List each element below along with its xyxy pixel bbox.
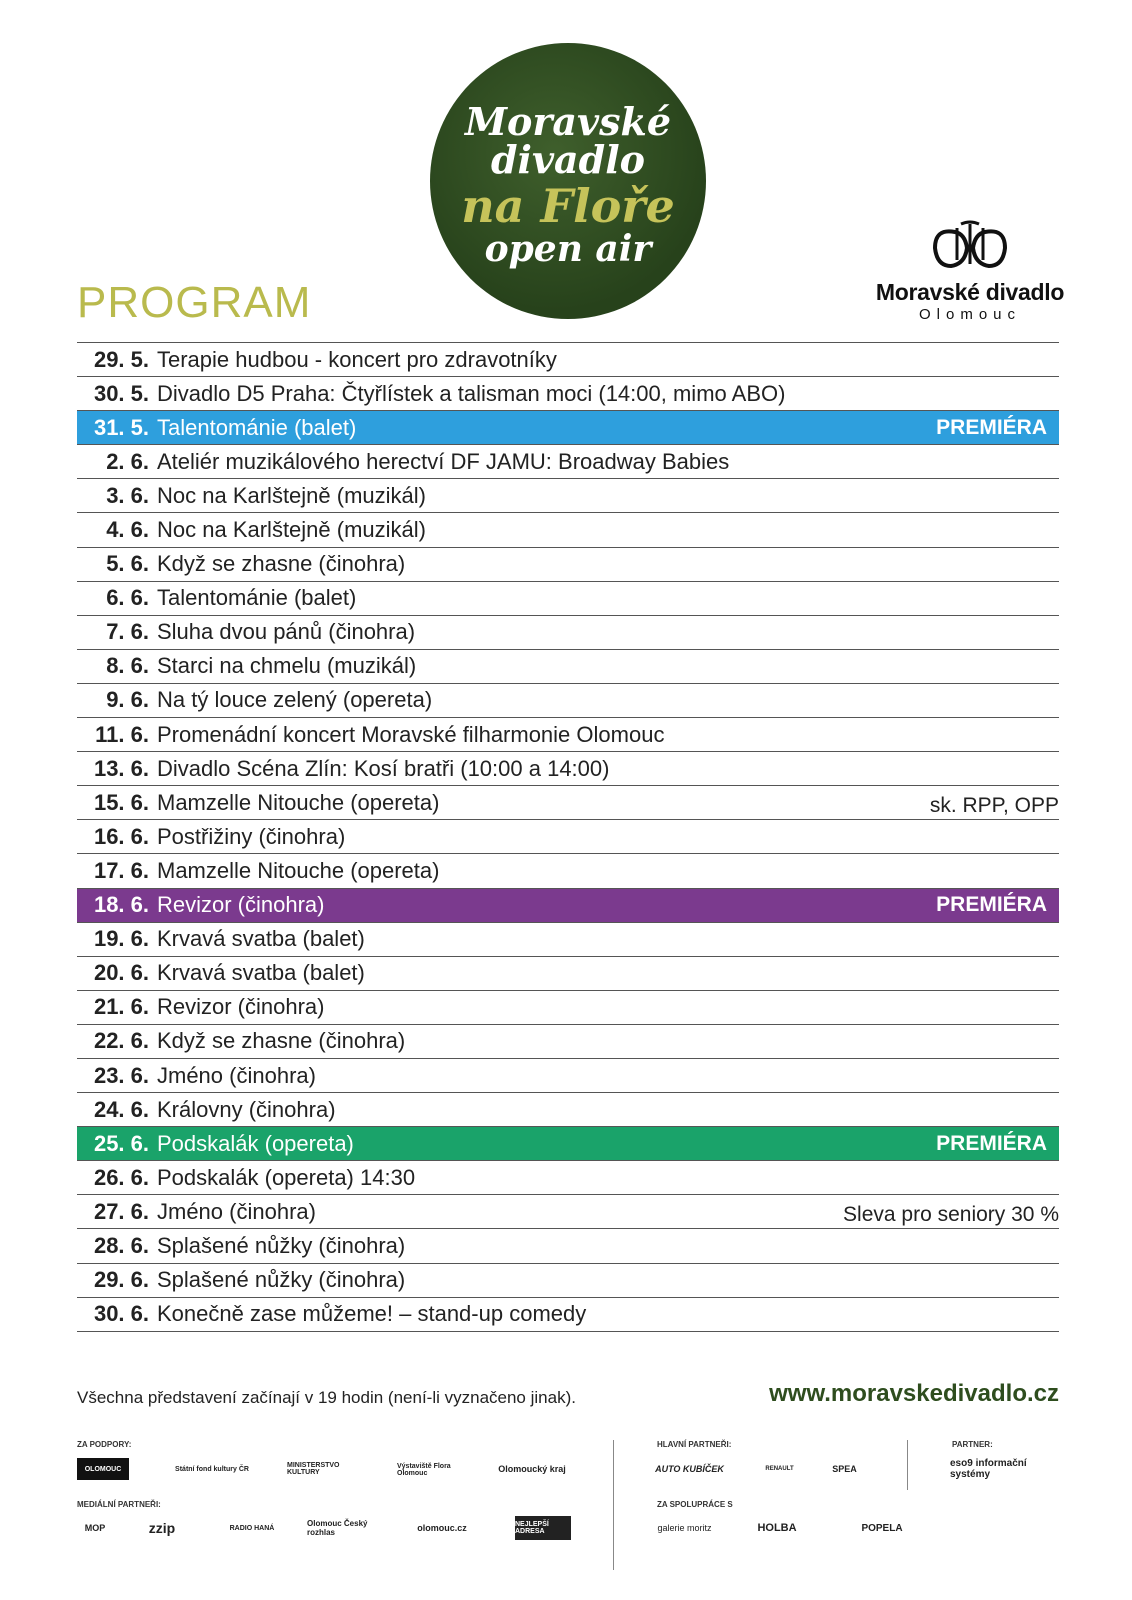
schedule-row xyxy=(77,582,1059,616)
theatre-name: Moravské divadlo xyxy=(875,279,1065,305)
schedule-title: Terapie hudbou - koncert pro zdravotníky xyxy=(157,346,557,372)
schedule-row xyxy=(77,377,1059,411)
schedule-date: 27. 6. xyxy=(93,1198,149,1224)
schedule-row xyxy=(77,1059,1059,1093)
schedule-row xyxy=(77,957,1059,991)
media-partners-label: MEDIÁLNÍ PARTNEŘI: xyxy=(77,1500,161,1509)
schedule-date: 21. 6. xyxy=(93,994,149,1020)
schedule-date: 29. 6. xyxy=(93,1267,149,1293)
schedule-row xyxy=(77,991,1059,1025)
sponsor-auto-kubicek-logo: AUTO KUBÍČEK xyxy=(655,1464,724,1474)
schedule-date: 22. 6. xyxy=(93,1028,149,1054)
schedule-date: 9. 6. xyxy=(106,687,149,713)
schedule-title: Sluha dvou pánů (činohra) xyxy=(157,619,416,645)
premiere-badge: PREMIÉRA xyxy=(936,415,1047,439)
festival-logo xyxy=(430,43,706,319)
schedule-row xyxy=(77,1264,1059,1298)
schedule-title: Krvavá svatba (balet) xyxy=(157,926,365,952)
schedule-row xyxy=(77,343,1059,377)
sponsor-divider-2 xyxy=(907,1440,908,1490)
schedule-title: Královny (činohra) xyxy=(157,1096,336,1122)
schedule-row xyxy=(77,923,1059,957)
media-olomouc-cz-logo: olomouc.cz xyxy=(417,1523,467,1533)
media-olomouc-rozhlas-logo: Olomouc Český rozhlas xyxy=(307,1519,368,1537)
schedule-date: 2. 6. xyxy=(106,448,149,474)
schedule-date: 18. 6. xyxy=(93,892,149,918)
schedule-row xyxy=(77,854,1059,888)
footnote: Všechna představení začínají v 19 hodin (není-li vyznačeno jinak). xyxy=(77,1388,576,1407)
media-mop-logo: MOP xyxy=(84,1523,106,1533)
schedule-row xyxy=(77,684,1059,718)
sponsor-ministry-logo: MINISTERSTVO KULTURY xyxy=(287,1462,340,1476)
schedule-date: 20. 6. xyxy=(93,960,149,986)
logo-line-na-flore: na Floře xyxy=(461,179,675,233)
program-schedule xyxy=(77,342,1059,1332)
sponsor-olomoucky-kraj-logo: Olomoucký kraj xyxy=(498,1464,566,1474)
schedule-title: Mamzelle Nitouche (opereta) xyxy=(157,789,440,815)
schedule-title: Revizor (činohra) xyxy=(157,994,325,1020)
schedule-title: Promenádní koncert Moravské filharmonie Olomouc xyxy=(157,721,665,747)
sponsor-flora-logo: Výstaviště Flora Olomouc xyxy=(397,1463,451,1477)
schedule-date: 3. 6. xyxy=(106,482,149,508)
schedule-date: 11. 6. xyxy=(95,721,149,747)
logo-line-moravske: Moravské xyxy=(464,99,672,144)
premiere-badge: PREMIÉRA xyxy=(936,1131,1047,1155)
sponsor-sfk-logo: Státní fond kultury ČR xyxy=(175,1465,249,1473)
schedule-date: 28. 6. xyxy=(93,1232,149,1258)
schedule-row xyxy=(77,1025,1059,1059)
schedule-row xyxy=(77,1229,1059,1263)
schedule-date: 23. 6. xyxy=(93,1062,149,1088)
schedule-date: 26. 6. xyxy=(93,1164,149,1190)
schedule-title: Divadlo D5 Praha: Čtyřlístek a talisman moci (14:00, mimo ABO) xyxy=(157,380,786,406)
schedule-date: 17. 6. xyxy=(93,857,149,883)
sponsor-olomouc-logo: OLOMOUC xyxy=(77,1458,129,1480)
schedule-title: Na tý louce zelený (opereta) xyxy=(157,687,433,713)
schedule-date: 25. 6. xyxy=(93,1130,149,1156)
schedule-title: Splašené nůžky (činohra) xyxy=(157,1232,406,1258)
schedule-row xyxy=(77,1195,1059,1229)
schedule-row xyxy=(77,1298,1059,1332)
schedule-title: Mamzelle Nitouche (opereta) xyxy=(157,857,440,883)
sponsor-spea-logo: SPEA xyxy=(832,1464,857,1474)
media-radio-hana-logo: RADIO HANÁ xyxy=(229,1524,275,1532)
schedule-title: Talentománie (balet) xyxy=(157,585,357,611)
support-label: ZA PODPORY: xyxy=(77,1440,132,1449)
schedule-row xyxy=(77,786,1059,820)
schedule-row xyxy=(77,513,1059,547)
main-partners-label: HLAVNÍ PARTNEŘI: xyxy=(657,1440,732,1449)
schedule-title: Konečně zase můžeme! – stand-up comedy xyxy=(157,1301,587,1327)
theatre-city: Olomouc xyxy=(918,306,1022,323)
schedule-title: Revizor (činohra) xyxy=(157,892,325,918)
schedule-row xyxy=(77,889,1059,923)
program-title: PROGRAM xyxy=(77,278,312,327)
schedule-title: Starci na chmelu (muzikál) xyxy=(157,653,417,679)
website-link[interactable]: www.moravskedivadlo.cz xyxy=(769,1380,1059,1407)
schedule-date: 29. 5. xyxy=(93,346,149,372)
schedule-date: 13. 6. xyxy=(93,755,149,781)
schedule-title: Splašené nůžky (činohra) xyxy=(157,1267,406,1293)
coop-popela-logo: POPELA xyxy=(861,1522,903,1534)
cooperation-label: ZA SPOLUPRÁCE S xyxy=(657,1500,733,1509)
schedule-date: 4. 6. xyxy=(106,517,149,543)
schedule-title: Jméno (činohra) xyxy=(157,1062,316,1088)
premiere-badge: PREMIÉRA xyxy=(936,893,1047,917)
schedule-title: Když se zhasne (činohra) xyxy=(157,551,406,577)
schedule-row xyxy=(77,752,1059,786)
schedule-date: 30. 6. xyxy=(93,1301,149,1327)
schedule-title: Noc na Karlštejně (muzikál) xyxy=(157,482,426,508)
media-zzip-logo: zzip xyxy=(148,1520,176,1536)
schedule-row xyxy=(77,548,1059,582)
schedule-title: Postřižiny (činohra) xyxy=(157,823,346,849)
schedule-title: Jméno (činohra) xyxy=(157,1198,316,1224)
schedule-note: Sleva pro seniory 30 % xyxy=(843,1203,1059,1227)
schedule-title: Podskalák (opereta) 14:30 xyxy=(157,1164,416,1190)
schedule-row xyxy=(77,1093,1059,1127)
schedule-date: 19. 6. xyxy=(93,926,149,952)
logo-line-open-air: open air xyxy=(484,228,652,270)
schedule-title: Ateliér muzikálového herectví DF JAMU: Broadway Babies xyxy=(157,448,730,474)
schedule-row xyxy=(77,479,1059,513)
schedule-date: 7. 6. xyxy=(106,619,149,645)
sponsors-area xyxy=(77,1440,1059,1580)
schedule-note: sk. RPP, OPP xyxy=(929,794,1059,818)
schedule-date: 16. 6. xyxy=(93,823,149,849)
schedule-row xyxy=(77,650,1059,684)
logo-line-divadlo: divadlo xyxy=(490,137,646,182)
schedule-date: 8. 6. xyxy=(106,653,149,679)
theatre-logo xyxy=(870,220,1070,323)
schedule-date: 6. 6. xyxy=(106,585,149,611)
schedule-title: Divadlo Scéna Zlín: Kosí bratři (10:00 a 14:00) xyxy=(157,755,610,781)
schedule-title: Noc na Karlštejně (muzikál) xyxy=(157,517,426,543)
sponsor-divider-1 xyxy=(613,1440,614,1570)
schedule-date: 24. 6. xyxy=(93,1096,149,1122)
sponsor-eso9-logo: eso9 informační systémy xyxy=(950,1458,1027,1480)
schedule-row xyxy=(77,445,1059,479)
coop-holba-logo: HOLBA xyxy=(757,1522,797,1534)
schedule-row xyxy=(77,1127,1059,1161)
schedule-title: Krvavá svatba (balet) xyxy=(157,960,365,986)
schedule-date: 15. 6. xyxy=(93,789,149,815)
schedule-row xyxy=(77,411,1059,445)
schedule-title: Talentománie (balet) xyxy=(157,414,357,440)
schedule-row xyxy=(77,718,1059,752)
lyre-masks-icon xyxy=(925,220,1015,272)
schedule-row xyxy=(77,820,1059,854)
schedule-row xyxy=(77,616,1059,650)
schedule-title: Podskalák (opereta) xyxy=(157,1130,354,1156)
coop-galerie-moritz-logo: galerie moritz xyxy=(657,1523,712,1533)
schedule-title: Když se zhasne (činohra) xyxy=(157,1028,406,1054)
schedule-date: 31. 5. xyxy=(93,414,149,440)
partner-label: PARTNER: xyxy=(952,1440,993,1449)
schedule-row xyxy=(77,1161,1059,1195)
schedule-date: 30. 5. xyxy=(93,380,149,406)
schedule-date: 5. 6. xyxy=(106,551,149,577)
sponsor-renault-logo: RENAULT xyxy=(765,1466,794,1472)
media-nejlepsi-adresa-logo: NEJLEPŠÍ ADRESA xyxy=(515,1516,571,1540)
